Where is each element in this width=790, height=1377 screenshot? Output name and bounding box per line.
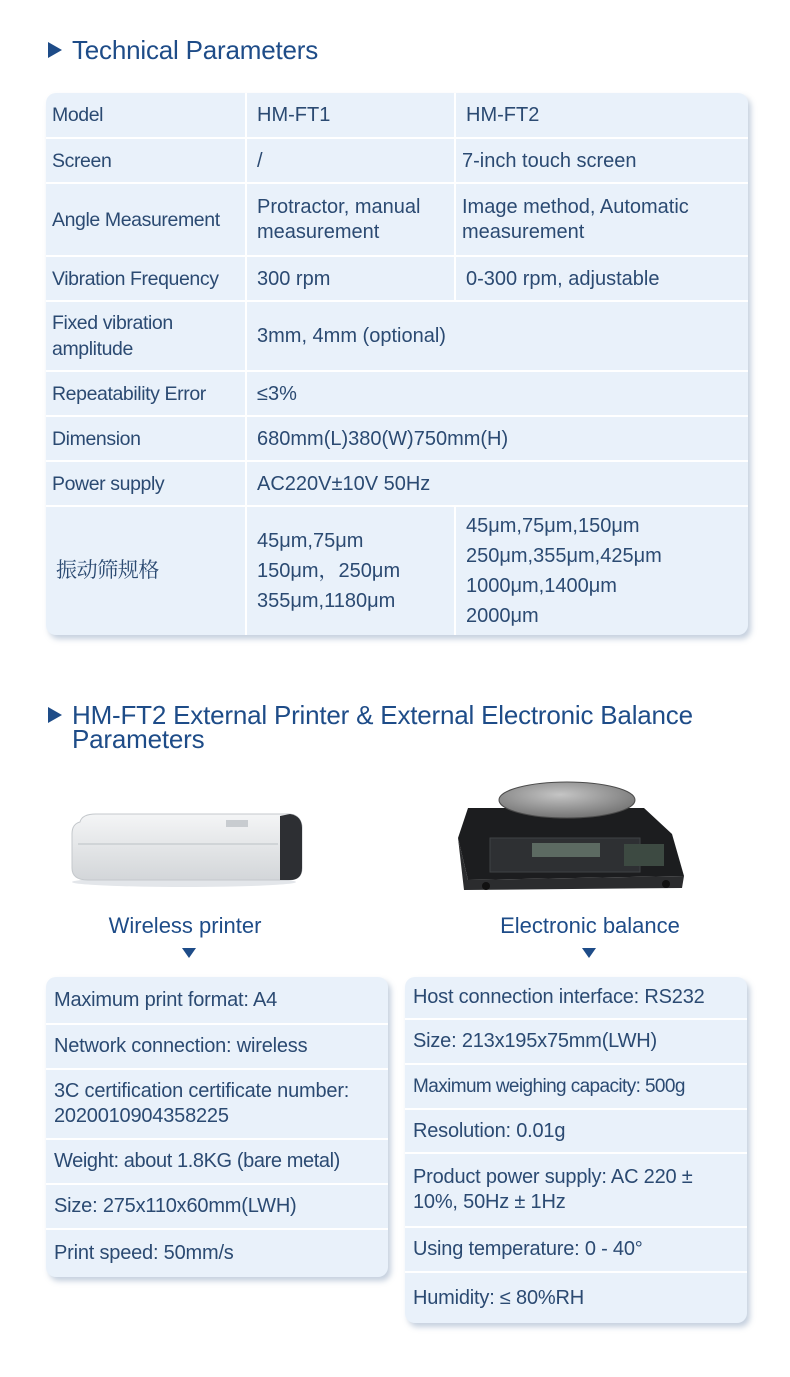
balance-caption: Electronic balance <box>500 913 680 938</box>
table-row <box>46 461 748 506</box>
param-value-ft2: 45μm,75μm,150μm 250μm,355μm,425μm 1000μm,1400μm 2000μm <box>455 506 748 635</box>
list-item: 3C certification certificate number: 2020010904358225 <box>46 1070 388 1140</box>
param-value-ft2: 7-inch touch screen <box>455 138 748 183</box>
table-row <box>46 416 748 461</box>
list-item: Humidity: ≤ 80%RH <box>413 1286 584 1309</box>
param-value-ft1: 300 rpm <box>246 256 455 301</box>
param-value-ft1: / <box>246 138 455 183</box>
table-row <box>46 256 748 301</box>
electronic-balance-image <box>452 780 688 892</box>
list-item: Maximum print format: A4 <box>46 977 388 1025</box>
param-value-both: AC220V±10V 50Hz <box>246 461 748 506</box>
param-label: Fixed vibration amplitude <box>46 301 246 371</box>
list-item: Resolution: 0.01g <box>405 1110 747 1154</box>
table-row <box>46 371 748 416</box>
param-label: Power supply <box>46 461 246 506</box>
param-value-both: ≤3% <box>246 371 748 416</box>
param-value-ft2: Image method, Automatic measurement <box>455 183 748 256</box>
table-row <box>46 93 748 138</box>
param-value-ft1: 45μm,75μm 150μm，250μm 355μm,1180μm <box>246 506 455 635</box>
param-label: Repeatability Error <box>46 371 246 416</box>
printer-caption: Wireless printer <box>108 913 262 938</box>
param-label: Dimension <box>46 416 246 461</box>
triangle-bullet-icon <box>48 707 62 723</box>
param-value-both: 3mm, 4mm (optional) <box>246 301 748 371</box>
table-row <box>46 301 748 371</box>
list-item: Host connection interface: RS232 <box>405 977 747 1020</box>
printer-specs-list <box>46 977 388 1277</box>
param-value-ft1: Protractor, manual measurement <box>246 183 455 256</box>
section-title-text: HM-FT2 External Printer & External Electronic Balance Parameters <box>72 700 693 754</box>
section-title-external <box>48 700 748 754</box>
section-title-technical <box>48 35 318 65</box>
list-item: Size: 275x110x60mm(LWH) <box>46 1185 388 1230</box>
table-row <box>46 138 748 183</box>
param-value-ft2: HM-FT2 <box>455 93 748 138</box>
balance-specs-list <box>405 977 747 1323</box>
param-value-ft2: 0-300 rpm, adjustable <box>455 256 748 301</box>
list-item: Product power supply: AC 220 ± 10%, 50Hz ± 1Hz <box>405 1154 747 1228</box>
list-item: Weight: about 1.8KG (bare metal) <box>46 1140 388 1185</box>
caret-down-icon <box>582 948 596 958</box>
caret-down-icon <box>182 948 196 958</box>
list-item: Size: 213x195x75mm(LWH) <box>405 1020 747 1065</box>
list-item: Print speed: 50mm/s <box>54 1242 234 1264</box>
param-label: Model <box>46 93 246 138</box>
param-value-both: 680mm(L)380(W)750mm(H) <box>246 416 748 461</box>
param-label: 振动筛规格 <box>46 506 246 635</box>
param-label: Vibration Frequency <box>46 256 246 301</box>
table-row <box>46 506 748 635</box>
technical-parameters-table <box>46 93 748 635</box>
list-item: Using temperature: 0 - 40° <box>405 1228 747 1273</box>
printer-image <box>66 808 306 888</box>
section-title-text: Technical Parameters <box>72 35 318 65</box>
table-row <box>46 183 748 256</box>
list-item: Network connection: wireless <box>46 1025 388 1070</box>
param-label: Screen <box>46 138 246 183</box>
param-value-ft1: HM-FT1 <box>246 93 455 138</box>
param-label: Angle Measurement <box>46 183 246 256</box>
list-item: Maximum weighing capacity: 500g <box>405 1065 747 1110</box>
triangle-bullet-icon <box>48 42 62 58</box>
